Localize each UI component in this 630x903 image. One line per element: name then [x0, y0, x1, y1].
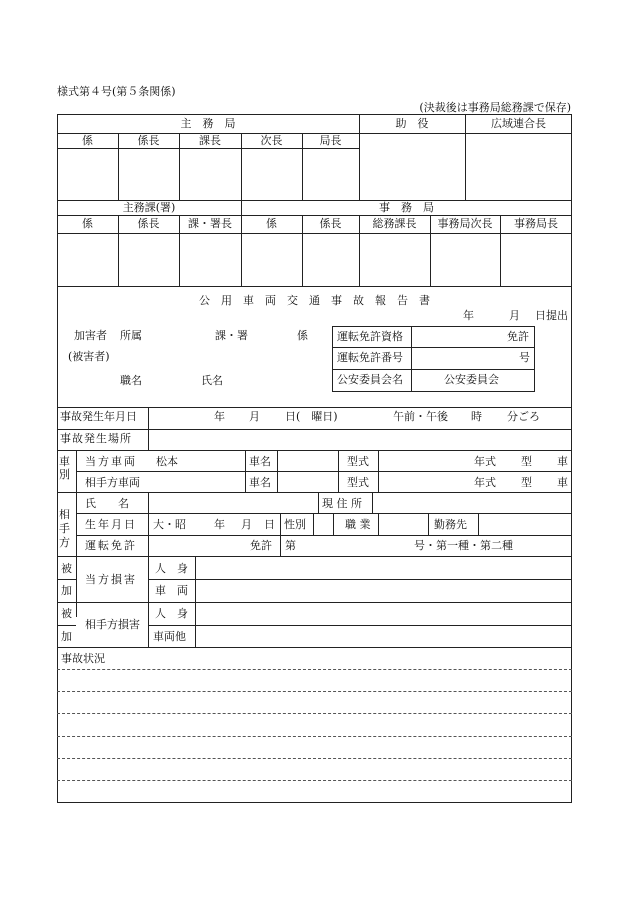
- date-day: 日提出: [535, 309, 568, 322]
- datetime-hour: 時: [471, 410, 482, 423]
- license-qualification-suffix: 免許: [507, 330, 529, 343]
- victim-label: (被害者): [68, 350, 110, 363]
- shumuka-header: 主務課(署): [122, 201, 176, 214]
- cp-birth-day: 日: [264, 518, 275, 531]
- datetime-ampm: 午前・午後: [393, 410, 448, 423]
- cp-birth-year: 年: [214, 518, 225, 531]
- storage-note: (決裁後は事務局総務課で保存): [419, 101, 571, 114]
- other-damage-person: 人 身: [155, 607, 188, 620]
- cp-license-label: 運転免許: [85, 539, 137, 552]
- position-label: 職名: [120, 374, 142, 387]
- dept-label: 課・署: [215, 329, 248, 342]
- own-vehicle-label: 当方車両: [85, 455, 137, 468]
- date-year: 年: [463, 309, 474, 322]
- own-year-label: 年式: [474, 455, 496, 468]
- other-damage-vehicle: 車両他: [153, 630, 186, 643]
- datetime-day: 日( 曜日): [285, 410, 338, 423]
- stamp2-label-kacho-shocho: 課・署長: [188, 217, 232, 230]
- situation-label: 事故状況: [61, 652, 105, 665]
- stamp2-label-kakaricho: 係長: [137, 217, 160, 230]
- date-month: 月: [509, 309, 520, 322]
- other-damage-label: 相手方損害: [85, 618, 140, 631]
- other-model-label: 型式: [347, 476, 369, 489]
- cp-license-suffix: 免許: [250, 539, 272, 552]
- section-label: 係: [297, 329, 308, 342]
- damage-hi-2: 被: [61, 607, 72, 620]
- own-vehicle-value: 松本: [156, 455, 178, 468]
- other-type-label: 型: [521, 476, 532, 489]
- own-car-name-label: 車名: [249, 455, 271, 468]
- vehicle-group-label: 車別: [59, 455, 70, 481]
- datetime-min: 分ごろ: [507, 410, 540, 423]
- affiliation-label: 所属: [120, 329, 142, 342]
- stamp2-label-kakaricho-jim: 係長: [319, 217, 342, 230]
- stamp2-label-jimukyoku-jicho: 事務局次長: [437, 217, 493, 230]
- cp-license-no-label: 第: [285, 539, 296, 552]
- commission-value: 公安委員会: [444, 373, 499, 386]
- cp-birth-month: 月: [241, 518, 252, 531]
- cp-name-label: 氏 名: [85, 497, 129, 510]
- stamp2-label-somukacho: 総務課長: [372, 217, 417, 230]
- own-model-label: 型式: [347, 455, 369, 468]
- own-damage-label: 当方損害: [85, 573, 137, 586]
- datetime-year: 年: [214, 410, 225, 423]
- other-car-name-label: 車名: [249, 476, 271, 489]
- form-id: 様式第４号(第５条関係): [57, 85, 176, 98]
- stamp-label-jicho: 次長: [260, 134, 283, 147]
- datetime-month: 月: [249, 410, 260, 423]
- damage-ka-2: 加: [61, 630, 72, 643]
- other-vehicle-label: 相手方車両: [85, 476, 140, 489]
- stamp-label-kakaricho: 係長: [137, 134, 160, 147]
- own-damage-person: 人 身: [155, 562, 188, 575]
- stamp-label-kakari: 係: [82, 134, 93, 147]
- joyaku-header: 助 役: [395, 117, 429, 130]
- stamp2-label-kakari-jim: 係: [266, 217, 277, 230]
- damage-ka-1: 加: [61, 584, 72, 597]
- stamp2-label-jimukyokucho: 事務局長: [514, 217, 558, 230]
- datetime-label: 事故発生年月日: [60, 410, 137, 423]
- other-car-label: 車: [557, 476, 568, 489]
- own-car-label: 車: [557, 455, 568, 468]
- cp-birth-label: 生年月日: [85, 518, 137, 531]
- license-number-label: 運転免許番号: [337, 351, 403, 364]
- cp-license-class: 号・第一種・第二種: [414, 539, 513, 552]
- stamp-label-kacho: 課長: [199, 134, 221, 147]
- license-number-suffix: 号: [519, 351, 530, 364]
- place-label: 事故発生場所: [60, 432, 132, 445]
- cp-era-label: 大・昭: [153, 518, 186, 531]
- cp-workplace-label: 勤務先: [434, 518, 467, 531]
- koiki-header: 広域連合長: [491, 117, 546, 130]
- license-qualification-label: 運転免許資格: [337, 330, 403, 343]
- offender-label: 加害者: [74, 329, 107, 342]
- cp-job-label: 職 業: [345, 518, 371, 531]
- own-damage-vehicle: 車 両: [155, 584, 188, 597]
- stamp-label-kyokucho: 局長: [319, 134, 342, 147]
- stamp2-label-kakari: 係: [82, 217, 93, 230]
- cp-sex-label: 性別: [284, 518, 306, 531]
- report-title: 公 用 車 両 交 通 事 故 報 告 書: [199, 294, 430, 307]
- other-year-label: 年式: [474, 476, 496, 489]
- name-label: 氏名: [201, 374, 223, 387]
- commission-label: 公安委員会名: [337, 373, 403, 386]
- jimukyoku-header: 事 務 局: [379, 201, 434, 214]
- counterparty-group-label: 相手方: [59, 508, 70, 549]
- damage-hi-1: 被: [61, 562, 72, 575]
- shumu-kyoku-header: 主 務 局: [180, 117, 236, 130]
- cp-address-label: 現 住 所: [322, 497, 362, 510]
- own-type-label: 型: [521, 455, 532, 468]
